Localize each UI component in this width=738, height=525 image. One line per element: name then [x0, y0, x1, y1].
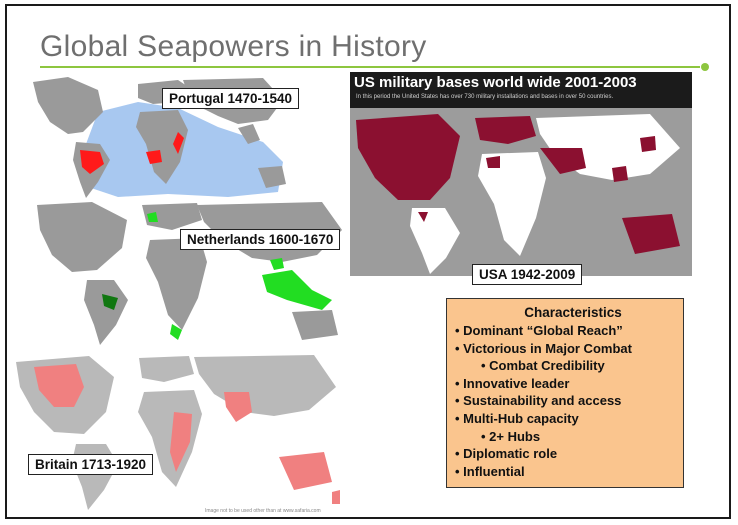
characteristic-subitem: • Combat Credibility [481, 358, 605, 374]
usa-map-header-subtitle: In this period the United States has over 730 military installations and bases in over 50 countries. [356, 94, 614, 100]
usa-map-header-title: US military bases world wide 2001-2003 [354, 74, 637, 91]
title-underline-dot [701, 63, 709, 71]
britain-label: Britain 1713-1920 [28, 454, 153, 475]
characteristic-item: • Sustainability and access [455, 393, 622, 409]
characteristics-heading: Characteristics [524, 305, 622, 320]
characteristic-item: • Victorious in Major Combat [455, 340, 632, 356]
title-underline [40, 66, 700, 68]
characteristics-list [455, 322, 677, 480]
characteristic-item: • Influential [455, 463, 525, 479]
portugal-label: Portugal 1470-1540 [162, 88, 299, 109]
characteristic-item: • Innovative leader [455, 375, 570, 391]
netherlands-label: Netherlands 1600-1670 [180, 229, 340, 250]
usa-map [350, 108, 692, 276]
characteristic-item: • Diplomatic role [455, 446, 558, 462]
characteristic-item: • Dominant “Global Reach” [455, 323, 623, 338]
characteristics-box [446, 298, 684, 488]
usa-label: USA 1942-2009 [472, 264, 582, 285]
usa-map-header [350, 72, 692, 108]
characteristic-item: • Multi-Hub capacity [455, 410, 579, 426]
slide-title: Global Seapowers in History [40, 30, 427, 63]
characteristic-subitem: • 2+ Hubs [481, 428, 541, 444]
image-credit: Image not to be used other than at www.safaria.com [205, 508, 321, 514]
britain-map [14, 352, 344, 512]
netherlands-map [32, 200, 348, 350]
